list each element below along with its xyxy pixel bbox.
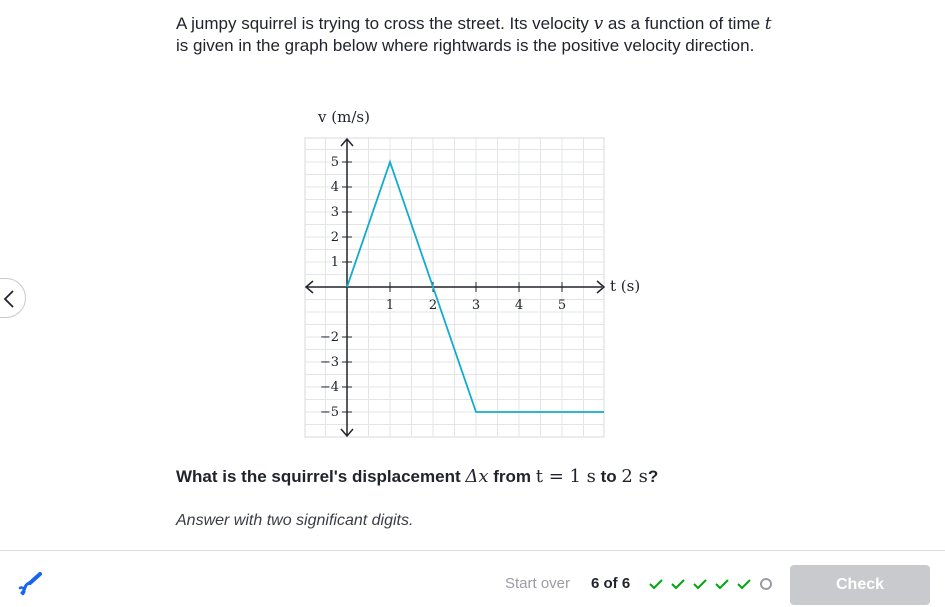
check-button[interactable]: Check xyxy=(790,565,930,605)
chevron-left-icon xyxy=(3,290,15,308)
exercise-footer xyxy=(0,550,945,607)
step-complete-check-icon xyxy=(670,577,686,591)
time-symbol: t xyxy=(765,14,772,34)
prompt-text-3: is given in the graph below where rightwards is the positive velocity direction. xyxy=(176,36,754,55)
question-text xyxy=(176,466,658,487)
question-part-4: ? xyxy=(648,467,658,486)
x-tick-label: 4 xyxy=(515,298,523,313)
start-over-button[interactable]: Start over xyxy=(505,575,570,592)
step-complete-check-icon xyxy=(648,577,664,591)
prompt-text-1: A jumpy squirrel is trying to cross the street. Its velocity xyxy=(176,14,594,33)
displacement-symbol: Δx xyxy=(465,466,488,487)
step-current-circle-icon xyxy=(758,577,774,591)
start-time: t = 1 s xyxy=(536,466,596,487)
progress-steps xyxy=(648,577,774,591)
scratchpad-icon[interactable] xyxy=(18,571,44,597)
y-tick-label: 5 xyxy=(331,155,339,170)
y-tick-label: −5 xyxy=(320,405,339,420)
end-time: 2 s xyxy=(621,466,647,487)
y-tick-label: 1 xyxy=(331,255,339,270)
y-tick-label: 4 xyxy=(331,180,339,195)
x-tick-label: 1 xyxy=(386,298,394,313)
x-axis-label: t (s) xyxy=(610,277,640,295)
question-part-3: to xyxy=(596,467,622,486)
x-tick-label: 2 xyxy=(429,298,437,313)
velocity-symbol: v xyxy=(594,14,604,34)
progress-count: 6 of 6 xyxy=(591,575,630,592)
step-complete-check-icon xyxy=(736,577,752,591)
y-axis-label: v (m/s) xyxy=(318,108,370,126)
x-tick-label: 5 xyxy=(558,298,566,313)
prompt-text-2: as a function of time xyxy=(603,14,765,33)
y-tick-label: −4 xyxy=(320,380,339,395)
answer-hint: Answer with two significant digits. xyxy=(176,512,413,530)
y-tick-label: −3 xyxy=(320,355,339,370)
y-tick-label: 3 xyxy=(331,205,339,220)
question-part-1: What is the squirrel's displacement xyxy=(176,467,465,486)
y-tick-label: −2 xyxy=(320,330,339,345)
step-complete-check-icon xyxy=(714,577,730,591)
step-complete-check-icon xyxy=(692,577,708,591)
question-part-2: from xyxy=(489,467,536,486)
x-tick-label: 3 xyxy=(472,298,480,313)
y-tick-label: 2 xyxy=(331,230,339,245)
